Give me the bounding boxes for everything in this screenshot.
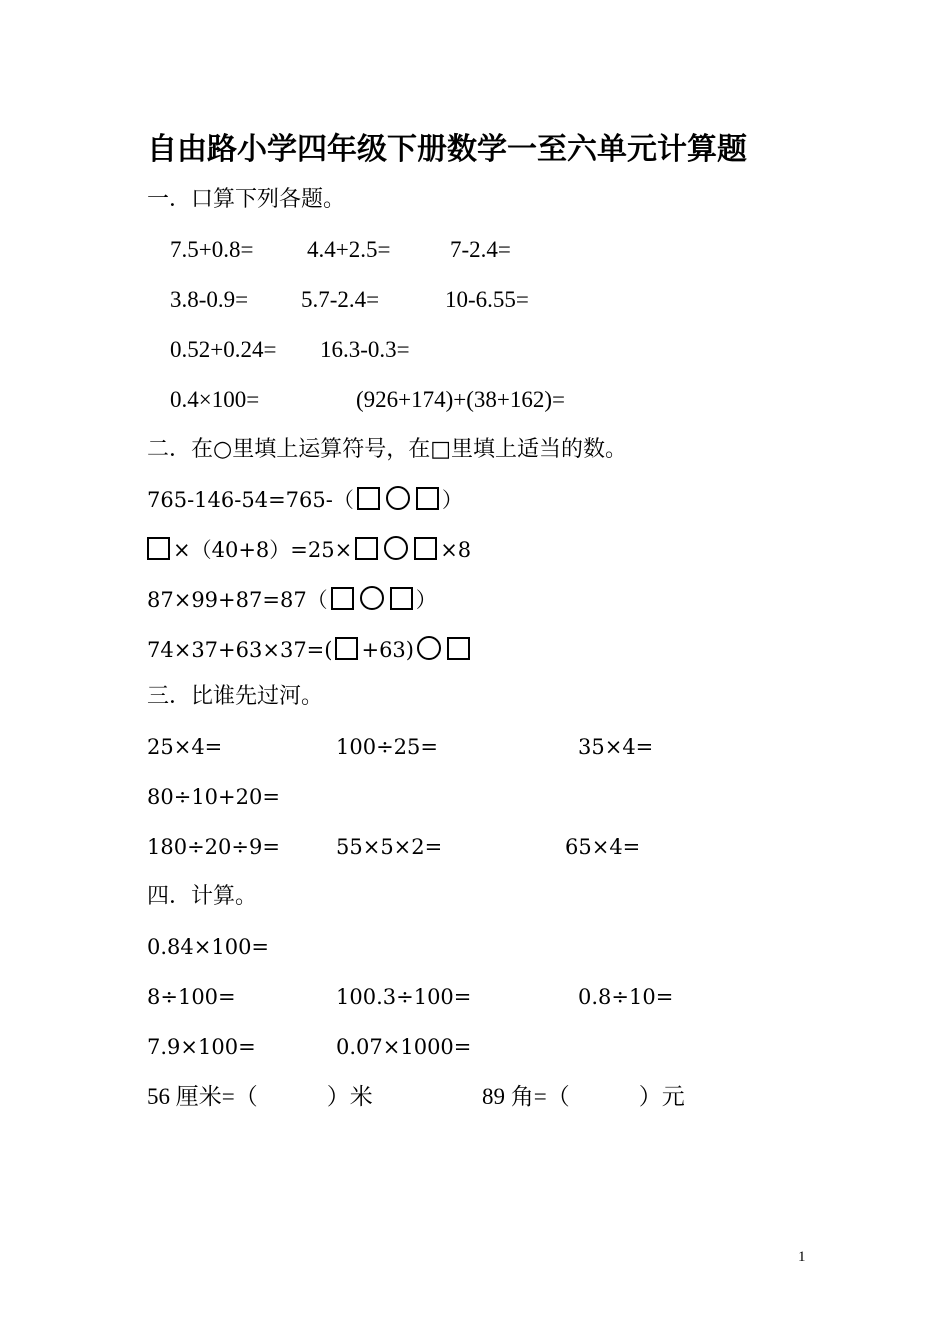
problem: 65×4= — [565, 835, 641, 859]
problem: 10-6.55= — [445, 287, 529, 312]
problem: 80÷10+20= — [147, 785, 280, 809]
fill-in-line-1 — [147, 485, 463, 515]
problem: 5.7-2.4= — [301, 287, 380, 312]
answer-box[interactable] — [414, 537, 437, 560]
fill-in-line-3 — [147, 585, 437, 615]
problem: 7.5+0.8= — [170, 237, 254, 262]
answer-box[interactable] — [416, 487, 439, 510]
problem: 0.4×100= — [170, 387, 260, 412]
problem: 7.9×100= — [147, 1035, 256, 1059]
problem: 0.8÷10= — [578, 985, 674, 1009]
operator-circle[interactable] — [386, 486, 410, 510]
problem: 0.07×1000= — [336, 1035, 472, 1059]
problem: 0.52+0.24= — [170, 337, 277, 362]
problem: 7-2.4= — [450, 237, 511, 262]
problem: 100.3÷100= — [336, 985, 472, 1009]
equation-text: ） — [415, 588, 437, 612]
equation-text: 87×99+87=87（ — [147, 588, 328, 612]
answer-box[interactable] — [147, 537, 170, 560]
problem: 180÷20÷9= — [147, 835, 280, 859]
operator-circle[interactable] — [384, 536, 408, 560]
problem: 89 角=（ ）元 — [482, 1084, 685, 1109]
equation-text: +63) — [361, 638, 414, 662]
answer-box[interactable] — [335, 637, 358, 660]
answer-box[interactable] — [447, 637, 470, 660]
equation-text: ×（40+8）=25× — [173, 538, 353, 562]
problem: 55×5×2= — [336, 835, 443, 859]
problem: 100÷25= — [336, 735, 438, 759]
answer-box[interactable] — [357, 487, 380, 510]
operator-circle[interactable] — [360, 586, 384, 610]
equation-text: ×8 — [440, 538, 472, 562]
operator-circle[interactable] — [417, 636, 441, 660]
section3-heading: 三．比谁先过河。 — [147, 684, 324, 709]
problem: 25×4= — [147, 735, 223, 759]
problem: 8÷100= — [147, 985, 236, 1009]
page-number: 1 — [798, 1249, 806, 1265]
equation-text: 74×37+63×37=( — [147, 638, 333, 662]
page-title: 自由路小学四年级下册数学一至六单元计算题 — [147, 132, 747, 167]
answer-box[interactable] — [331, 587, 354, 610]
problem: (926+174)+(38+162)= — [356, 387, 566, 412]
problem: 35×4= — [578, 735, 654, 759]
problem: 3.8-0.9= — [170, 287, 249, 312]
answer-box[interactable] — [355, 537, 378, 560]
section2-heading: 二．在○里填上运算符号，在□里填上适当的数。 — [147, 437, 627, 462]
fill-in-line-4 — [147, 635, 473, 665]
problem: 16.3-0.3= — [320, 337, 410, 362]
section4-heading: 四．计算。 — [147, 884, 258, 909]
fill-in-line-2 — [147, 535, 471, 565]
problem: 56 厘米=（ ）米 — [147, 1084, 373, 1109]
equation-text: 765-146-54=765-（ — [147, 488, 354, 512]
section1-heading: 一．口算下列各题。 — [147, 187, 346, 212]
equation-text: ） — [441, 488, 463, 512]
problem: 4.4+2.5= — [307, 237, 391, 262]
answer-box[interactable] — [390, 587, 413, 610]
problem: 0.84×100= — [147, 935, 270, 959]
